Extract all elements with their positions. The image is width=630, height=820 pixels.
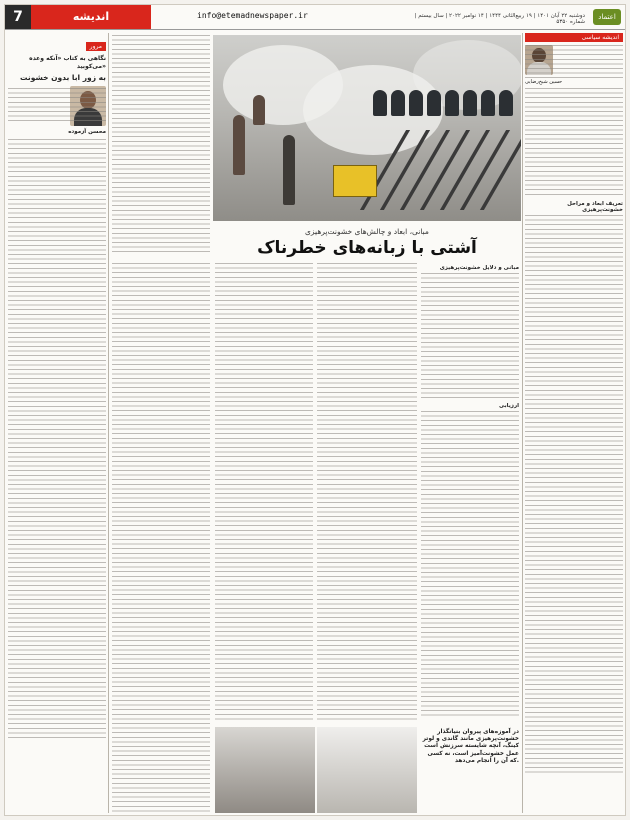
king-photo [317,727,417,813]
columnist-name: حسین شیخ‌رضایی [525,79,563,85]
continued-text-column [112,35,210,255]
opinion-body-text [525,88,623,198]
dateline: دوشنبه ۲۲ آبان ۱۴۰۱ | ۱۹ ربیع‌الثانی ۱۴۴۴ | ۱۴ نوامبر ۲۰۲۲ | سال بیستم | شماره ۵۳۵۰ [414,13,585,25]
gandhi-photo [215,727,315,813]
photo-caption: در آموزه‌های پیروان بنیانگذار خشونت‌پرهیزی مانند گاندی و لوتر کینگ، آنچه شایسته سرزنش است عمل خشونت‌آمیز است، نه کسی که آن را انجام می‌دهد. [422,729,519,764]
article-text [421,411,519,717]
section-name: اندیشه [31,5,151,29]
article-text [112,263,210,813]
review-subtitle: به زور ابا بدون خشونت [19,72,106,82]
article-column-3 [215,263,313,723]
article-text [215,263,313,723]
continued-text [112,35,210,255]
review-body-text [8,139,106,739]
article-subhead-1: مبانی و دلایل خشونت‌پرهیزی [439,265,519,271]
page-number: 7 [5,5,31,29]
review-intro-text [8,88,106,124]
article-text [317,263,417,723]
article-kicker: مبانی، ابعاد و چالش‌های خشونت‌پرهیزی [305,227,429,236]
page-header [5,5,625,30]
opinion-subheading: تعریف ابعاد و مراحل خشونت‌پرهیزی [567,201,623,213]
article-text [421,273,519,401]
column-divider [108,33,109,813]
newspaper-page [4,4,626,816]
column-divider [522,33,523,813]
newspaper-logo-icon: اعتماد [593,9,621,25]
contact-email[interactable]: info@etemadnewspaper.ir [197,11,308,20]
opinion-tag: اندیشه سیاسی [525,33,623,42]
opinion-body-text-2 [525,215,623,775]
article-column-4 [112,263,210,813]
review-author: محسن آزموده [68,129,106,136]
article-column-1 [421,263,519,717]
article-headline: آشتی با زبانه‌های خطرناک [257,238,477,258]
article-column-2 [317,263,417,723]
protest-photo [213,35,521,221]
review-tag: مرور [86,42,106,51]
left-review-column [8,33,106,813]
review-title: نگاهی به کتاب «آنکه وعده می‌کوبید» [29,55,106,70]
article-subhead-2: ارزیابی [499,403,519,409]
right-opinion-column [525,33,623,775]
opinion-intro-text [525,45,623,79]
